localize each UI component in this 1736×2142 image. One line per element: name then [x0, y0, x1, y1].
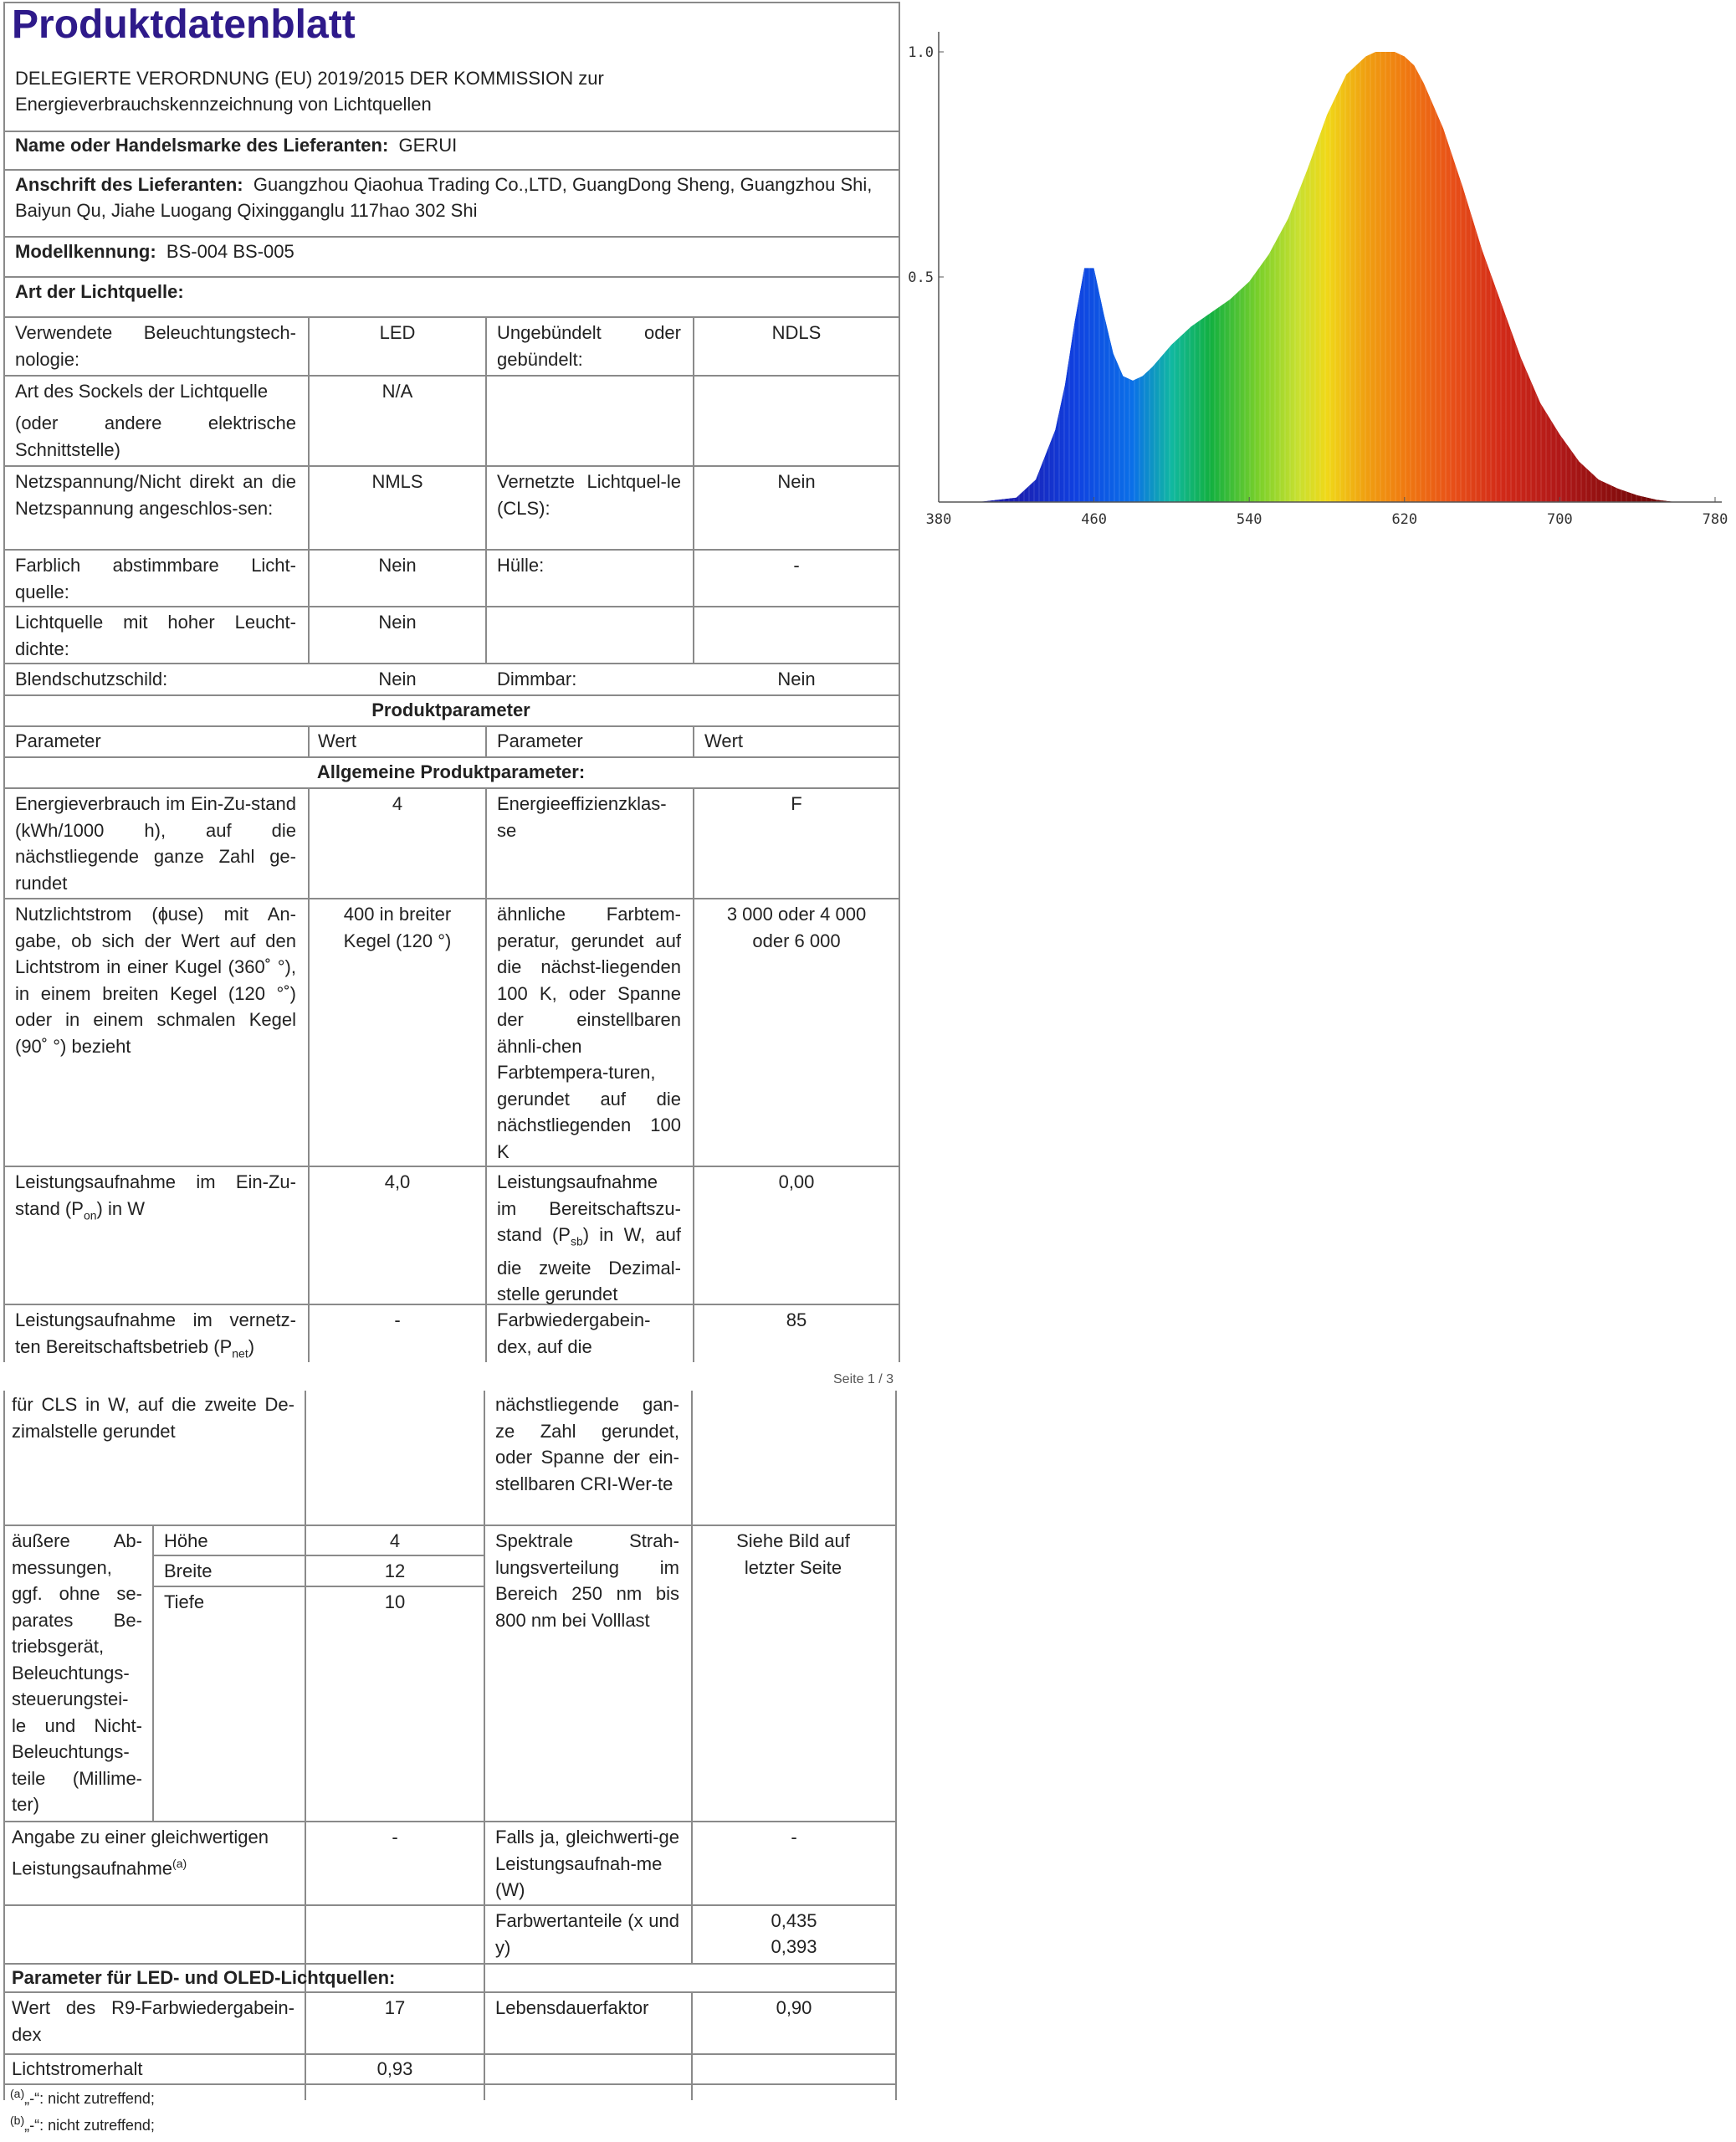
rule [3, 316, 900, 318]
chroma-label: Farbwertanteile (x und y) [495, 1910, 679, 1958]
eclass-value: F [791, 793, 802, 814]
rule [693, 787, 694, 1362]
equiv-value: - [392, 1827, 398, 1847]
rule [3, 1991, 897, 1993]
rule [3, 694, 900, 696]
equiv-label [12, 1824, 296, 1881]
mains-value: NMLS [371, 471, 423, 492]
rule [485, 725, 487, 756]
rule [3, 549, 900, 551]
cover-value: - [793, 555, 800, 576]
focus-value: NDLS [771, 322, 822, 343]
led-heading: Parameter für LED- und OLED-Lichtquellen: [12, 1967, 396, 1988]
rule [3, 787, 900, 789]
rule [305, 1391, 306, 2100]
rule [152, 1525, 154, 1821]
rule [3, 606, 900, 607]
x-tick-label: 700 [1547, 511, 1573, 528]
col-value-2: Wert [704, 730, 744, 751]
general-heading: Allgemeine Produktparameter: [316, 761, 586, 782]
pnet-label-cont: für CLS in W, auf die zweite De-zimalstelle gerundet [12, 1394, 294, 1442]
height-value: 4 [389, 1530, 401, 1551]
energy-value: 4 [392, 793, 403, 814]
rule [3, 2, 900, 3]
depth-label: Tiefe [164, 1591, 205, 1612]
psb-subscript: sb [571, 1234, 583, 1248]
maint-label: Lichtstromerhalt [12, 2058, 143, 2079]
r9-label: Wert des R9-Farbwiedergabein-dex [12, 1997, 294, 2045]
rule [3, 2053, 897, 2055]
rule [3, 1391, 5, 2100]
rule [3, 725, 900, 727]
rule [152, 1555, 485, 1556]
glare-label: Blendschutzschild: [15, 669, 168, 689]
depth-value: 10 [384, 1591, 406, 1612]
x-tick-label: 780 [1702, 511, 1728, 528]
pon-label-unit: ) in W [96, 1197, 145, 1219]
pnet-label [15, 1307, 296, 1366]
rule [152, 1586, 485, 1587]
tunable-label: Farblich abstimmbare Licht-quelle: [15, 555, 296, 602]
pon-value: 4,0 [384, 1171, 411, 1192]
pnet-label-text: Leistungsaufnahme im vernetz-ten Bereitschaftsbetrieb (P [15, 1309, 296, 1357]
cls-label: Vernetzte Lichtquel-le (CLS): [497, 471, 681, 519]
page-title: Produktdatenblatt [12, 3, 356, 47]
rule [3, 2083, 897, 2085]
equiv-label-text: Angabe zu einer gleichwertigen Leistungsaufnahme [12, 1827, 269, 1878]
rule [3, 2, 5, 1362]
spectrum-chart [895, 17, 1736, 544]
rule [3, 276, 900, 278]
pon-subscript: on [83, 1207, 97, 1222]
tech-value: LED [379, 322, 416, 343]
flux-label: Nutzlichtstrom (ɸuse) mit An-gabe, ob sich der Wert auf den Lichtstrom in einer Kugel (360˚ °), in einem breiten Kegel (120 °˚) oder in einem schmalen Kegel (90˚ °) bezieht [15, 904, 296, 1057]
rule [485, 787, 487, 1362]
regulation-text: DELEGIERTE VERORDNUNG (EU) 2019/2015 DER KOMMISSION zur Energieverbrauchskennzeichnung von Lichtquellen [15, 68, 604, 115]
dim-value: Nein [777, 669, 816, 689]
col-value-1: Wert [318, 730, 357, 751]
address-value: Guangzhou Qiaohua Trading Co.,LTD, GuangDong Sheng, Guangzhou Shi, Baiyun Qu, Jiahe Luogang Qixingganglu 117hao 302 Shi [15, 174, 873, 221]
equiv-footnote-mark: (a) [172, 1856, 187, 1870]
col-param-2: Parameter [497, 730, 583, 751]
rule [693, 725, 694, 756]
rule [3, 131, 900, 132]
pnet-label-end: ) [248, 1335, 255, 1357]
rule [3, 756, 900, 758]
flux-value: 400 in breiter Kegel (120 °) [343, 904, 452, 951]
hld-label: Lichtquelle mit hoher Leucht-dichte: [15, 612, 296, 659]
rule [3, 236, 900, 238]
hld-value: Nein [378, 612, 417, 633]
x-tick-label: 620 [1391, 511, 1418, 528]
width-label: Breite [164, 1560, 213, 1581]
pon-label-text: Leistungsaufnahme im Ein-Zu-stand (P [15, 1171, 296, 1219]
cover-label: Hülle: [497, 555, 545, 576]
pnet-value: - [394, 1309, 401, 1330]
col-param-1: Parameter [15, 730, 101, 751]
dims-label: äußere Ab-messungen, ggf. ohne se-parates Be-triebsgerät, Beleuchtungs-steuerungstei-le und Nicht-Beleuchtungs-teile (Millime-ter) [12, 1530, 142, 1815]
width-value: 12 [384, 1560, 406, 1581]
supplier-label: Name oder Handelsmarke des Lieferanten: [15, 135, 389, 156]
rule [3, 898, 900, 899]
rule [3, 1904, 897, 1906]
x-tick-label: 540 [1236, 511, 1262, 528]
supplier-value: GERUI [398, 135, 458, 156]
page-number: Seite 1 / 3 [833, 1372, 894, 1386]
cri-label-a: Farbwiedergabein-dex, auf die [497, 1309, 651, 1357]
spd-label: Spektrale Strah-lungsverteilung im Bereich 250 nm bis 800 nm bei Volllast [495, 1530, 679, 1631]
rule [3, 663, 900, 664]
socket-label-b: (oder andere elektrische Schnittstelle) [15, 413, 296, 460]
supplier-row [15, 132, 457, 158]
y-tick-label: 0.5 [908, 269, 934, 286]
x-tick-label: 380 [925, 511, 952, 528]
params-heading: Produktparameter [371, 699, 530, 720]
rule [3, 375, 900, 377]
rule [485, 316, 487, 664]
y-tick-label: 1.0 [908, 44, 934, 61]
mains-label: Netzspannung/Nicht direkt an die Netzspannung angeschlos-sen: [15, 471, 296, 519]
lighttype-heading: Art der Lichtquelle: [15, 281, 184, 302]
r9-value: 17 [384, 1997, 406, 2018]
socket-label-a: Art des Sockels der Lichtquelle [15, 381, 269, 402]
dim-label: Dimmbar: [497, 669, 577, 689]
equivpow-label: Falls ja, gleichwerti-ge Leistungsaufnah-me (W) [495, 1827, 679, 1900]
psb-value: 0,00 [778, 1171, 815, 1192]
rule [3, 1821, 897, 1822]
pnet-subscript: net [232, 1345, 248, 1360]
rule [3, 465, 900, 467]
equivpow-value: - [791, 1827, 797, 1847]
psb-label [497, 1169, 681, 1308]
eclass-label: Energieeffizienzklas-se [497, 793, 667, 841]
cct-label: ähnliche Farbtem-peratur, gerundet auf die nächst-liegenden 100 K, oder Spanne der einstellbaren ähnli-chen Farbtempera-turen, gerundet auf die nächstliegenden 100 K [497, 904, 681, 1162]
rule [3, 169, 900, 171]
x-tick-label: 460 [1081, 511, 1107, 528]
cls-value: Nein [777, 471, 816, 492]
socket-value: N/A [382, 381, 413, 402]
rule [3, 1166, 900, 1167]
rule [3, 1304, 900, 1305]
footnote-b-mark: (b) [10, 2114, 25, 2127]
chroma-y: 0,393 [771, 1936, 817, 1957]
model-value: BS-004 BS-005 [166, 241, 294, 262]
psb-label-unit: ) in W, auf die zweite Dezimal-stelle gerundet [497, 1224, 681, 1305]
height-label: Höhe [164, 1530, 208, 1551]
cri-value: 85 [786, 1309, 807, 1330]
rule [308, 725, 310, 756]
life-label: Lebensdauerfaktor [495, 1997, 649, 2018]
model-label: Modellkennung: [15, 241, 156, 262]
footnote-a-mark: (a) [10, 2087, 25, 2100]
glare-value: Nein [378, 669, 417, 689]
address-label: Anschrift des Lieferanten: [15, 174, 243, 195]
psb-label-text: Leistungsaufnahme im Bereitschaftszu-stand (P [497, 1171, 681, 1245]
rule [308, 787, 310, 1362]
maint-value: 0,93 [376, 2058, 413, 2079]
rule [691, 1391, 693, 1963]
rule [895, 1391, 897, 2100]
model-row [15, 238, 294, 264]
life-value: 0,90 [776, 1997, 812, 2018]
footnote-a-text: „-“: nicht zutreffend; [24, 2090, 155, 2107]
focus-label: Ungebündelt oder gebündelt: [497, 322, 681, 370]
chroma-x: 0,435 [771, 1910, 817, 1931]
rule [484, 1391, 485, 2100]
tunable-value: Nein [378, 555, 417, 576]
address-row [15, 172, 885, 223]
spd-value: Siehe Bild auf letzter Seite [736, 1530, 850, 1578]
cct-value: 3 000 oder 4 000 oder 6 000 [726, 904, 867, 951]
cri-label-b: nächstliegende gan-ze Zahl gerundet, oder Spanne der ein-stellbaren CRI-Wer-te [495, 1394, 679, 1494]
footnote-b-text: „-“: nicht zutreffend; [24, 2117, 155, 2134]
tech-label: Verwendete Beleuchtungstech-nologie: [15, 322, 296, 370]
pon-label [15, 1169, 296, 1228]
footnote-b [10, 2114, 155, 2134]
rule [3, 1525, 897, 1526]
footnote-a [10, 2087, 155, 2108]
energy-label: Energieverbrauch im Ein-Zu-stand (kWh/1000 h), auf die nächstliegende ganze Zahl ge-rundet [15, 793, 296, 894]
